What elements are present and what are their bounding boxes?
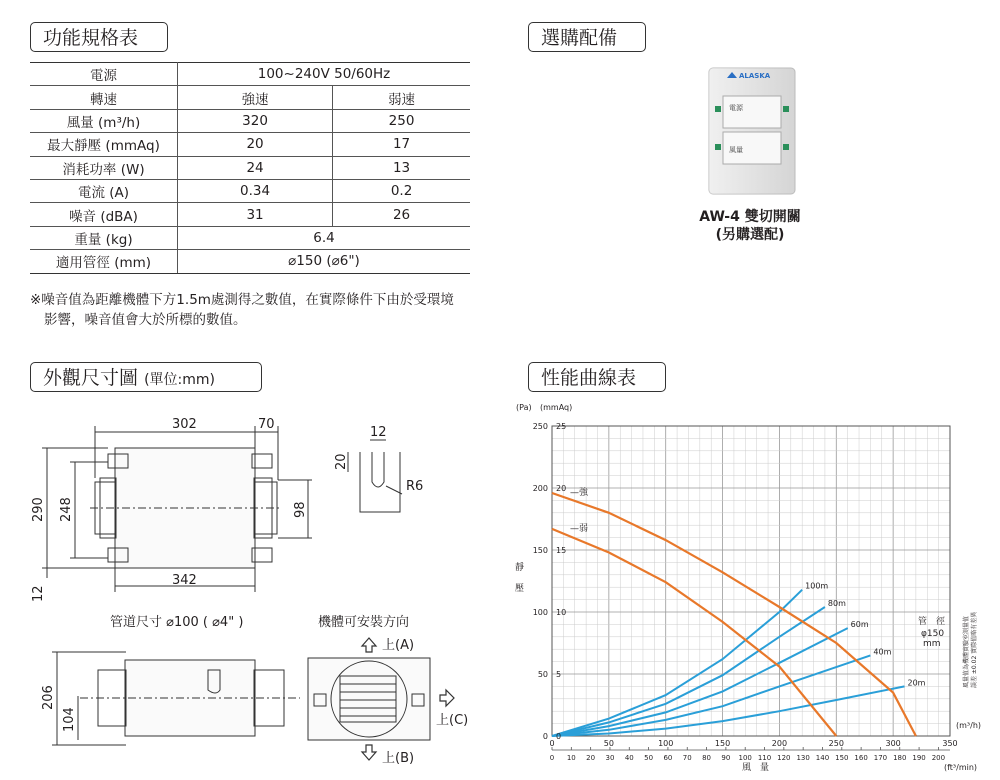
spec-label: 適用管徑 (mm) — [30, 250, 178, 273]
brand-text: ALASKA — [739, 72, 771, 80]
x-tick-ft3min: 180 — [893, 754, 907, 762]
unit-pa: (Pa) — [516, 403, 532, 412]
ylabel-top: 靜 — [515, 563, 525, 573]
xlabel: 風 量 — [742, 763, 770, 773]
spec-label: 電流 (A) — [30, 179, 178, 202]
system-curve-label: 40m — [873, 647, 892, 657]
spec-label: 最大靜壓 (mmAq) — [30, 133, 178, 156]
x-tick-ft3min: 0 — [549, 754, 555, 762]
y-tick-mmaq: 20 — [556, 484, 567, 493]
y-tick-mmaq: 15 — [556, 546, 567, 555]
dimension-title-text: 外觀尺寸圖 — [43, 367, 139, 389]
x-tick-ft3min: 90 — [721, 754, 731, 762]
duct-size-label: 管道尺寸 ⌀100 ( ⌀4" ) — [110, 615, 244, 630]
table-row — [30, 156, 470, 179]
table-row — [30, 250, 470, 273]
x-tick-ft3min: 20 — [586, 754, 596, 762]
performance-chart — [510, 398, 990, 778]
table-row — [30, 109, 470, 132]
x-tick-ft3min: 160 — [854, 754, 868, 762]
x-tick-ft3min: 40 — [624, 754, 634, 762]
x-tick-ft3min: 170 — [873, 754, 888, 762]
system-curve-label: 60m — [850, 620, 869, 630]
system-curve-label: 80m — [827, 599, 846, 609]
accessory-title-text: 選購配備 — [541, 27, 618, 49]
spec-value: ⌀150 (⌀6") — [178, 250, 471, 273]
dim-70: 70 — [258, 417, 275, 432]
performance-title — [528, 362, 666, 392]
dim-20: 20 — [334, 453, 349, 470]
spec-label: 轉速 — [30, 86, 178, 109]
dim-104: 104 — [62, 707, 77, 732]
x-tick-ft3min: 150 — [835, 754, 849, 762]
y-tick-pa: 50 — [537, 670, 548, 679]
table-row — [30, 226, 470, 249]
spec-label: 重量 (kg) — [30, 226, 178, 249]
dim-342: 342 — [172, 573, 197, 588]
x-tick-ft3min: 60 — [663, 754, 673, 762]
spec-strong: 31 — [178, 203, 333, 226]
pipe-label-2: φ150 — [921, 629, 945, 639]
x-tick-ft3min: 50 — [644, 754, 654, 762]
spec-title-text: 功能規格表 — [43, 27, 139, 49]
ylabel-bottom: 壓 — [515, 584, 525, 594]
spec-strong: 320 — [178, 109, 333, 132]
spec-title — [30, 22, 168, 52]
pipe-label-1: 管 徑 — [918, 617, 946, 627]
performance-title-text: 性能曲線表 — [541, 367, 637, 389]
spec-label: 電源 — [30, 63, 178, 86]
pipe-label-3: mm — [923, 639, 941, 649]
switch-label-speed: 風量 — [729, 146, 743, 154]
spec-weak: 17 — [333, 133, 470, 156]
dim-98: 98 — [293, 501, 308, 518]
table-row — [30, 179, 470, 202]
x-tick-m3h: 100 — [658, 739, 674, 748]
unit-mmaq: (mmAq) — [540, 403, 573, 412]
spec-strong: 0.34 — [178, 179, 333, 202]
install-direction-label: 機體可安裝方向 — [318, 615, 410, 630]
arrow-right-c-icon — [440, 690, 454, 706]
spec-table — [30, 62, 470, 274]
direction-c-label: 上(C) — [436, 713, 469, 728]
y-tick-mmaq: 10 — [556, 608, 567, 617]
x-tick-ft3min: 200 — [931, 754, 946, 762]
direction-a-label: 上(A) — [382, 638, 415, 653]
spec-value: 6.4 — [178, 226, 471, 249]
spec-strong: 24 — [178, 156, 333, 179]
fan-curve — [552, 529, 836, 736]
note-line-1: ※噪音值為距離機體下方1.5m處測得之數值，在實際條件下由於受環境 — [30, 292, 454, 308]
spec-value: 100~240V 50/60Hz — [178, 63, 471, 86]
y-tick-mmaq: 0 — [556, 732, 562, 741]
spec-weak: 26 — [333, 203, 470, 226]
dim-302: 302 — [172, 417, 197, 432]
table-row — [30, 63, 470, 86]
switch-caption-line-1: AW-4 雙切開關 — [699, 209, 801, 225]
system-curve-label: 100m — [805, 581, 829, 591]
spec-strong: 強速 — [178, 86, 333, 109]
y-tick-pa: 150 — [532, 546, 548, 555]
x-tick-ft3min: 120 — [777, 754, 791, 762]
spec-weak: 13 — [333, 156, 470, 179]
dim-206: 206 — [41, 685, 56, 710]
switch-caption-line-2: (另購選配) — [715, 227, 785, 243]
dimension-drawing — [20, 400, 500, 780]
spec-label: 噪音 (dBA) — [30, 203, 178, 226]
x-tick-ft3min: 110 — [757, 754, 772, 762]
y-tick-pa: 200 — [532, 484, 548, 493]
arrow-up-a-icon — [362, 638, 376, 652]
x-tick-ft3min: 70 — [682, 754, 692, 762]
y-tick-pa: 0 — [542, 732, 548, 741]
switch-caption — [685, 208, 815, 244]
unit-m3h: (m³/h) — [956, 721, 982, 730]
noise-note — [30, 290, 480, 330]
y-tick-mmaq: 5 — [556, 670, 562, 679]
x-tick-m3h: 300 — [885, 739, 901, 748]
system-curve-label: 20m — [907, 678, 926, 688]
fan-curve-label: —強 — [570, 487, 589, 498]
spec-label: 消耗功率 (W) — [30, 156, 178, 179]
dim-12-left: 12 — [31, 585, 46, 602]
note-line-2: 影響，噪音值會大於所標的數值。 — [44, 312, 247, 328]
switch-label-power: 電源 — [729, 104, 743, 112]
x-tick-ft3min: 190 — [912, 754, 926, 762]
x-tick-m3h: 250 — [828, 739, 844, 748]
x-tick-m3h: 350 — [942, 739, 958, 748]
spec-weak: 250 — [333, 109, 470, 132]
spec-weak: 0.2 — [333, 179, 470, 202]
x-tick-m3h: 200 — [771, 739, 788, 748]
dimension-title — [30, 362, 262, 392]
switch-image — [707, 66, 797, 196]
unit-ft3min: (ft³/min) — [944, 763, 978, 772]
x-tick-m3h: 50 — [603, 739, 614, 748]
side-note-2: 誤差 ±0.02 實際值略有差異 — [971, 611, 978, 688]
dimension-unit: (單位:mm) — [144, 372, 215, 388]
table-row — [30, 86, 470, 109]
x-tick-m3h: 0 — [549, 739, 555, 748]
table-row — [30, 203, 470, 226]
x-tick-ft3min: 10 — [566, 754, 576, 762]
arrow-down-b-icon — [362, 745, 376, 760]
x-tick-ft3min: 30 — [605, 754, 615, 762]
fan-curve-label: —弱 — [570, 523, 589, 534]
table-row — [30, 133, 470, 156]
dim-290: 290 — [31, 497, 46, 522]
x-tick-ft3min: 130 — [796, 754, 810, 762]
accessory-title — [528, 22, 646, 52]
x-tick-ft3min: 100 — [738, 754, 752, 762]
y-tick-pa: 100 — [532, 608, 548, 617]
dim-12-bracket: 12 — [370, 425, 387, 440]
spec-weak: 弱速 — [333, 86, 470, 109]
y-tick-mmaq: 25 — [556, 422, 567, 431]
spec-strong: 20 — [178, 133, 333, 156]
x-tick-m3h: 150 — [714, 739, 731, 748]
dim-r6: R6 — [406, 479, 424, 494]
dim-248: 248 — [59, 497, 74, 522]
y-tick-pa: 250 — [532, 422, 548, 431]
spec-label: 風量 (m³/h) — [30, 109, 178, 132]
x-tick-ft3min: 80 — [702, 754, 712, 762]
side-note-1: 風量值為機體實驗室測量值 — [963, 615, 970, 688]
direction-b-label: 上(B) — [382, 751, 415, 766]
x-tick-ft3min: 140 — [815, 754, 830, 762]
